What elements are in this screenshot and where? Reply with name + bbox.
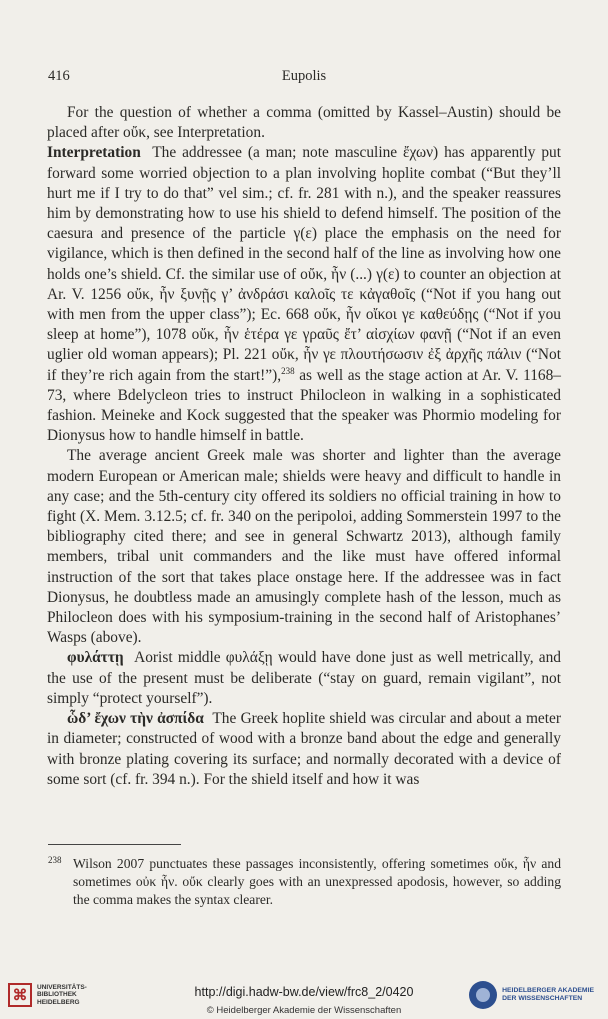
copyright-notice: © Heidelberger Akademie der Wissenschaften	[206, 1005, 402, 1016]
paragraph-comma-note: For the question of whether a comma (omitted by Kassel–Austin) should be placed after οὔκ, see Interpretation.	[47, 104, 561, 142]
footnote	[48, 855, 561, 910]
paragraph-phylatte: φυλάττῃ Aorist middle φυλάξῃ would have done just as well metrically, and the use of the present must be deliberate (“stay on guard, remain vigilant”, not simply “protect yourself”).	[47, 649, 561, 707]
page-footer	[0, 975, 608, 1019]
footnote-ref[interactable]: 238	[281, 365, 295, 376]
page-number: 416	[48, 68, 70, 84]
footnote-number: 238	[48, 855, 62, 865]
lemma-heading: ὧδ’ ἔχων τὴν ἀσπίδα	[67, 710, 204, 728]
paragraph-aspis: ὧδ’ ἔχων τὴν ἀσπίδα The Greek hoplite shield was circular and about a meter in diameter; constructed of wood with a bronze band about the edge and generally with bronze plating covering its surface; and normally decorated with a device of some sort (cf. fr. 394 n.). For the shield itself and how it was	[47, 710, 561, 788]
library-logo-icon: ⌘	[8, 983, 32, 1007]
paragraph-interpretation: Interpretation The addressee (a man; note masculine ἔχων) has apparently put forward some worried objection to a plan involving hoplite combat (“But they’ll hurt me if I try to do that” vel sim.; cf. fr. 281 with n.), and the speaker reassures him by demonstrating how to use his shield to defend himself. The position of the caesura and presence of the particle γ(ε) place the emphasis on the need for vigilance, which is then defined in the second half of the line as involving how one holds one’s shield. Cf. the similar use of οὔκ, ἦν (...) γ(ε) to counter an objection at Ar. V. 1256 οὔκ, ἦν ξυνῇς γ’ ἀνδράσι καλοῖς τε κἀγαθοῖς (“Not if you hang out with men from the upper class”); Ec. 668 οὔκ, ἦν οἴκοι γε καθεύδῃς (“Not if you sleep at home”), 1078 οὔκ, ἦν ἑτέρα γε γραῦς ἔτ’ αἰσχίων φανῇ (“Not if an even uglier old woman appears); Pl. 221 οὔκ, ἦν γε πλουτήσωσιν ἐξ ἀρχῆς πάλιν (“Not if they’re rich again from the start!”),$^{238}$ as well as the stage action at Ar. V. 1168–73, where Bdelycleon tries to instruct Philocleon in walking in a sophisticated fashion. Meineke and Kock suggested that the speaker was Phormio modeling for Dionysus how to handle himself in battle.	[47, 144, 561, 445]
footnote-rule	[48, 844, 181, 845]
academy-name: HEIDELBERGER AKADEMIE DER WISSENSCHAFTEN	[502, 986, 594, 1002]
running-title: Eupolis	[281, 68, 327, 84]
footnote-text: Wilson 2007 punctuates these passages inconsistently, offering sometimes οὔκ, ἦν and sometimes οὐκ ἦν. οὔκ clearly goes with an unexpressed apodosis, however, so adding the comma makes the syntax clearer.	[73, 856, 561, 908]
lemma-heading: Interpretation	[47, 144, 141, 162]
paragraph-shields: The average ancient Greek male was shorter and lighter than the average modern European or American male; shields were heavy and difficult to handle in any case; and the 5th-century city offered its soldiers no official training in how to fight (X. Mem. 3.12.5; cf. fr. 340 on the peripoloi, adding Sommerstein 1997 to the bibliography cited there; and see in general Schwartz 2013), although family members, tribal unit commanders and the like must have offered informal instruction of the sort that takes place onstage here. If the addressee was in fact Dionysus, he doubtless made an amusingly complete hash of the lesson, much as Philocleon does with his symposium-training in the second half of Aristophanes’ Wasps (above).	[47, 447, 561, 647]
library-name: UNIVERSITÄTS- BIBLIOTHEK HEIDELBERG	[37, 983, 87, 1006]
academy-logo-icon	[469, 981, 497, 1009]
academy-brand[interactable]	[469, 981, 594, 1009]
main-text	[47, 103, 561, 790]
lemma-heading: φυλάττῃ	[67, 649, 124, 667]
running-header	[0, 68, 608, 88]
permalink-url[interactable]: http://digi.hadw-bw.de/view/frc8_2/0420	[194, 985, 414, 999]
